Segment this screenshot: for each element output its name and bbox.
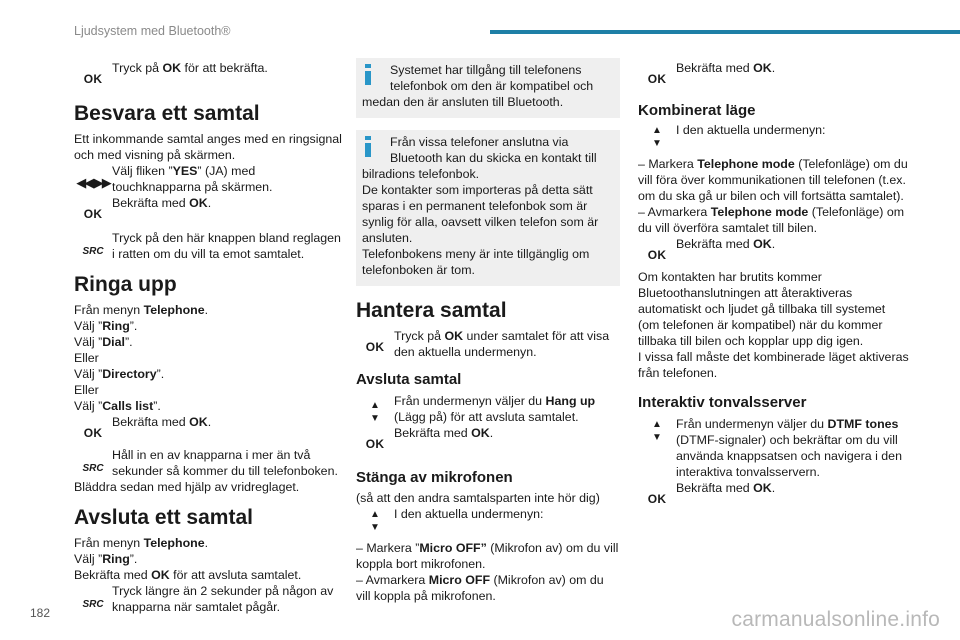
step-hangup xyxy=(356,393,620,425)
step-src xyxy=(74,583,346,615)
step-confirm xyxy=(74,60,346,87)
subheading-combined: Kombinerat läge xyxy=(638,102,756,119)
step-text: I den aktuella undermenyn: xyxy=(394,507,544,521)
step-text: Tryck längre än 2 sekunder på någon av knapparna när samtalet pågår. xyxy=(112,584,334,614)
step-src xyxy=(74,447,346,479)
step-confirm xyxy=(74,195,346,222)
step-select-yes xyxy=(74,163,346,195)
ok-icon: OK xyxy=(647,72,667,86)
step-text: Från undermenyn väljer du Hang up (Lägg på) för att avsluta samtalet. xyxy=(394,394,596,424)
step-submenu xyxy=(356,506,620,534)
ok-icon: OK xyxy=(83,426,103,440)
ok-icon: OK xyxy=(365,437,385,451)
info-icon xyxy=(364,64,372,85)
ok-icon: OK xyxy=(647,248,667,262)
step-text: Tryck på den här knappen bland reglagen i ratten om du vill ta emot samtalet. xyxy=(112,231,341,261)
step-confirm xyxy=(74,414,346,441)
end-instructions: Från menyn Telephone. Välj ”Ring”. Bekräfta med OK för att avsluta samtalet. xyxy=(74,536,302,582)
up-down-arrows-icon: ▲ ▼ xyxy=(370,509,380,533)
step-text: Bekräfta med OK. xyxy=(394,426,494,440)
step-dtmf xyxy=(638,416,910,480)
paragraph: (så att den andra samtalsparten inte hör dig) xyxy=(356,491,600,505)
paragraph: – Markera ”Micro OFF” (Mikrofon av) om du vill koppla bort mikrofonen. xyxy=(356,541,619,571)
watermark: carmanualsonline.info xyxy=(731,608,940,631)
column-1 xyxy=(74,58,346,615)
ok-icon: OK xyxy=(365,340,385,354)
step-text: I den aktuella undermenyn: xyxy=(676,123,826,137)
subheading-dtmf: Interaktiv tonvalsserver xyxy=(638,394,807,411)
header-accent-bar xyxy=(490,30,960,34)
step-confirm xyxy=(638,236,910,263)
step-text: Välj fliken ”YES” (JA) med touchknapparna på skärmen. xyxy=(112,164,273,194)
ok-icon: OK xyxy=(83,207,103,221)
step-text: Bekräfta med OK. xyxy=(112,415,212,429)
section-heading-manage: Hantera samtal xyxy=(356,299,507,322)
up-down-arrows-icon: ▲ ▼ xyxy=(370,400,380,424)
column-2 xyxy=(356,58,620,604)
subheading-hangup: Avsluta samtal xyxy=(356,371,462,388)
paragraph: – Markera Telephone mode (Telefonläge) om du vill föra över kommunikationen till telefonen (t.ex. om du ska gå ur bilen och vill fortsätta samtalet). xyxy=(638,157,908,203)
step-confirm xyxy=(638,60,910,87)
ok-icon: OK xyxy=(647,492,667,506)
paragraph: Ett inkommande samtal anges med en ringsignal och med visning på skärmen. xyxy=(74,132,342,162)
step-submenu xyxy=(638,122,910,150)
up-down-arrows-icon: ▲ ▼ xyxy=(652,125,662,149)
step-confirm xyxy=(356,328,620,360)
src-icon: SRC xyxy=(82,463,104,474)
step-text: Tryck på OK för att bekräfta. xyxy=(112,61,268,75)
step-text: Bekräfta med OK. xyxy=(112,196,212,210)
step-src xyxy=(74,230,346,262)
column-3 xyxy=(638,58,910,507)
info-note: Från vissa telefoner anslutna via Bluetooth kan du skicka en kontakt till bilradions telefonbok. De kontakter som importeras på detta sätt sparas i en permanent telefonbok som är synlig för alla, oavsett vilken telefon som är ansluten. Telefonbokens meny är inte tillgänglig om telefonboken är tom. xyxy=(356,130,620,286)
step-text: Bekräfta med OK. xyxy=(676,61,776,75)
paragraph: I vissa fall måste det kombinerade läget aktiveras från telefonen. xyxy=(638,350,909,380)
section-heading-answer: Besvara ett samtal xyxy=(74,102,260,125)
subheading-mute: Stänga av mikrofonen xyxy=(356,469,513,486)
src-icon: SRC xyxy=(82,599,104,610)
info-note: Systemet har tillgång till telefonens telefonbok om den är kompatibel och medan den är ansluten till Bluetooth. xyxy=(356,58,620,118)
left-right-arrows-icon: ◀◀ ▶▶ xyxy=(76,175,110,190)
info-icon xyxy=(364,136,372,157)
step-confirm xyxy=(638,480,910,507)
ok-icon: OK xyxy=(83,72,103,86)
step-text: Tryck på OK under samtalet för att visa den aktuella undermenyn. xyxy=(394,329,610,359)
page-number: 182 xyxy=(30,606,51,620)
section-heading-call: Ringa upp xyxy=(74,273,177,296)
paragraph: – Avmarkera Telephone mode (Telefonläge) om du vill överföra samtalet till bilen. xyxy=(638,205,905,235)
src-icon: SRC xyxy=(82,246,104,257)
running-header: Ljudsystem med Bluetooth® xyxy=(74,24,231,38)
step-confirm xyxy=(356,425,620,452)
paragraph: Bläddra sedan med hjälp av vridreglaget. xyxy=(74,480,300,494)
step-text: Bekräfta med OK. xyxy=(676,237,776,251)
call-instructions: Från menyn Telephone. Välj ”Ring”. Välj ”Dial”. Eller Välj ”Directory”. Eller Välj ”Calls list”. xyxy=(74,303,209,413)
up-down-arrows-icon: ▲ ▼ xyxy=(652,419,662,443)
step-text: Från undermenyn väljer du DTMF tones (DTMF-signaler) och bekräftar om du vill använda knappsatsen och navigera i den interaktiva tonvalsservern. xyxy=(676,417,902,479)
step-text: Bekräfta med OK. xyxy=(676,481,776,495)
step-text: Håll in en av knapparna i mer än två sekunder så kommer du till telefonboken. xyxy=(112,448,338,478)
paragraph: Om kontakten har brutits kommer Bluetoothanslutningen att återaktiveras automatiskt och ljudet gå tillbaka till systemet (om telefonen är kompatibel) när du kommer tillbaka till bilen och kopplar upp dig igen. xyxy=(638,270,886,348)
paragraph: – Avmarkera Micro OFF (Mikrofon av) om du vill koppla på mikrofonen. xyxy=(356,573,604,603)
section-heading-end: Avsluta ett samtal xyxy=(74,506,253,529)
